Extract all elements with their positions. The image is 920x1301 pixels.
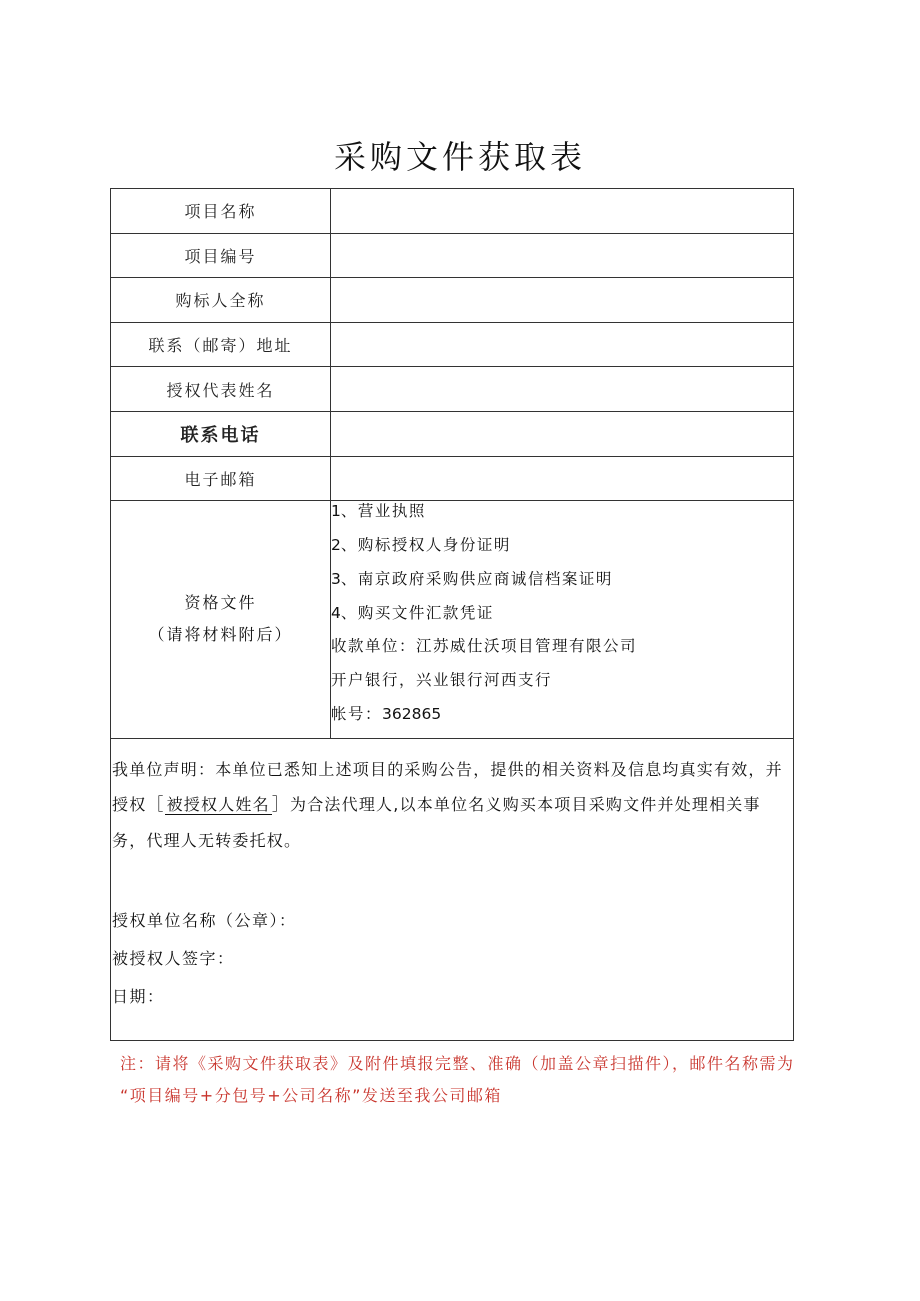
row-phone [111, 411, 794, 456]
row-project-name [111, 189, 794, 234]
qualification-item: 2、购标授权人身份证明 [331, 535, 511, 554]
qualification-item: 4、购买文件汇款凭证 [331, 603, 494, 622]
row-project-number [111, 233, 794, 278]
label-representative-name: 授权代表姓名 [111, 367, 331, 412]
label-project-number: 项目编号 [111, 233, 331, 278]
bracket-open: ［ [146, 795, 165, 815]
procurement-form-table [110, 188, 794, 739]
field-representative-name[interactable] [331, 367, 794, 412]
qualification-list [331, 501, 794, 739]
label-buyer-full-name: 购标人全称 [111, 278, 331, 323]
date-label: 日期： [112, 987, 165, 1006]
account-label: 帐号： [331, 704, 383, 723]
submission-note [120, 1048, 800, 1112]
qualification-label-line2: （请将材料附后） [148, 625, 293, 645]
authorized-signature-label: 被授权人签字： [112, 949, 235, 968]
authorized-person-name[interactable]: 被授权人姓名 [166, 795, 270, 814]
label-mailing-address: 联系（邮寄）地址 [111, 322, 331, 367]
field-project-name[interactable] [331, 189, 794, 234]
label-qualification-documents [111, 501, 331, 739]
unit-name-seal-label: 授权单位名称（公章）： [112, 911, 297, 930]
bank-line: 开户银行，兴业银行河西支行 [331, 671, 553, 690]
row-email [111, 456, 794, 501]
field-project-number[interactable] [331, 233, 794, 278]
field-email[interactable] [331, 456, 794, 501]
qualification-item: 3、南京政府采购供应商诚信档案证明 [331, 569, 613, 588]
row-buyer-full-name [111, 278, 794, 323]
declaration-part1: 我单位声明：本单位已悉知上述项目的采购公告，提供的相关资料及信息均真实有效，并授权 [112, 760, 783, 814]
declaration-part2: 为合法代理人,以本单位名义购买本项目采购文件并处理相关事务，代理人无转委托权。 [112, 795, 761, 850]
qualification-label-line1: 资格文件 [184, 593, 257, 613]
note-line1: 注：请将《采购文件获取表》及附件填报完整、准确（加盖公章扫描件），邮件名称需为 [120, 1054, 795, 1073]
note-line2: “项目编号+分包号+公司名称”发送至我公司邮箱 [120, 1086, 502, 1105]
label-project-name: 项目名称 [111, 189, 331, 234]
label-email: 电子邮箱 [111, 456, 331, 501]
field-buyer-full-name[interactable] [331, 278, 794, 323]
label-phone: 联系电话 [111, 411, 331, 456]
row-mailing-address [111, 322, 794, 367]
field-phone[interactable] [331, 411, 794, 456]
page-title: 采购文件获取表 [333, 138, 586, 176]
account-number: 362865 [382, 704, 442, 723]
payee-line: 收款单位：江苏威仕沃项目管理有限公司 [331, 637, 638, 656]
row-qualification-documents [111, 501, 794, 739]
declaration-text [112, 752, 792, 858]
row-representative-name [111, 367, 794, 412]
field-mailing-address[interactable] [331, 322, 794, 367]
qualification-item: 1、营业执照 [331, 502, 426, 521]
bracket-close: ］ [271, 795, 291, 815]
